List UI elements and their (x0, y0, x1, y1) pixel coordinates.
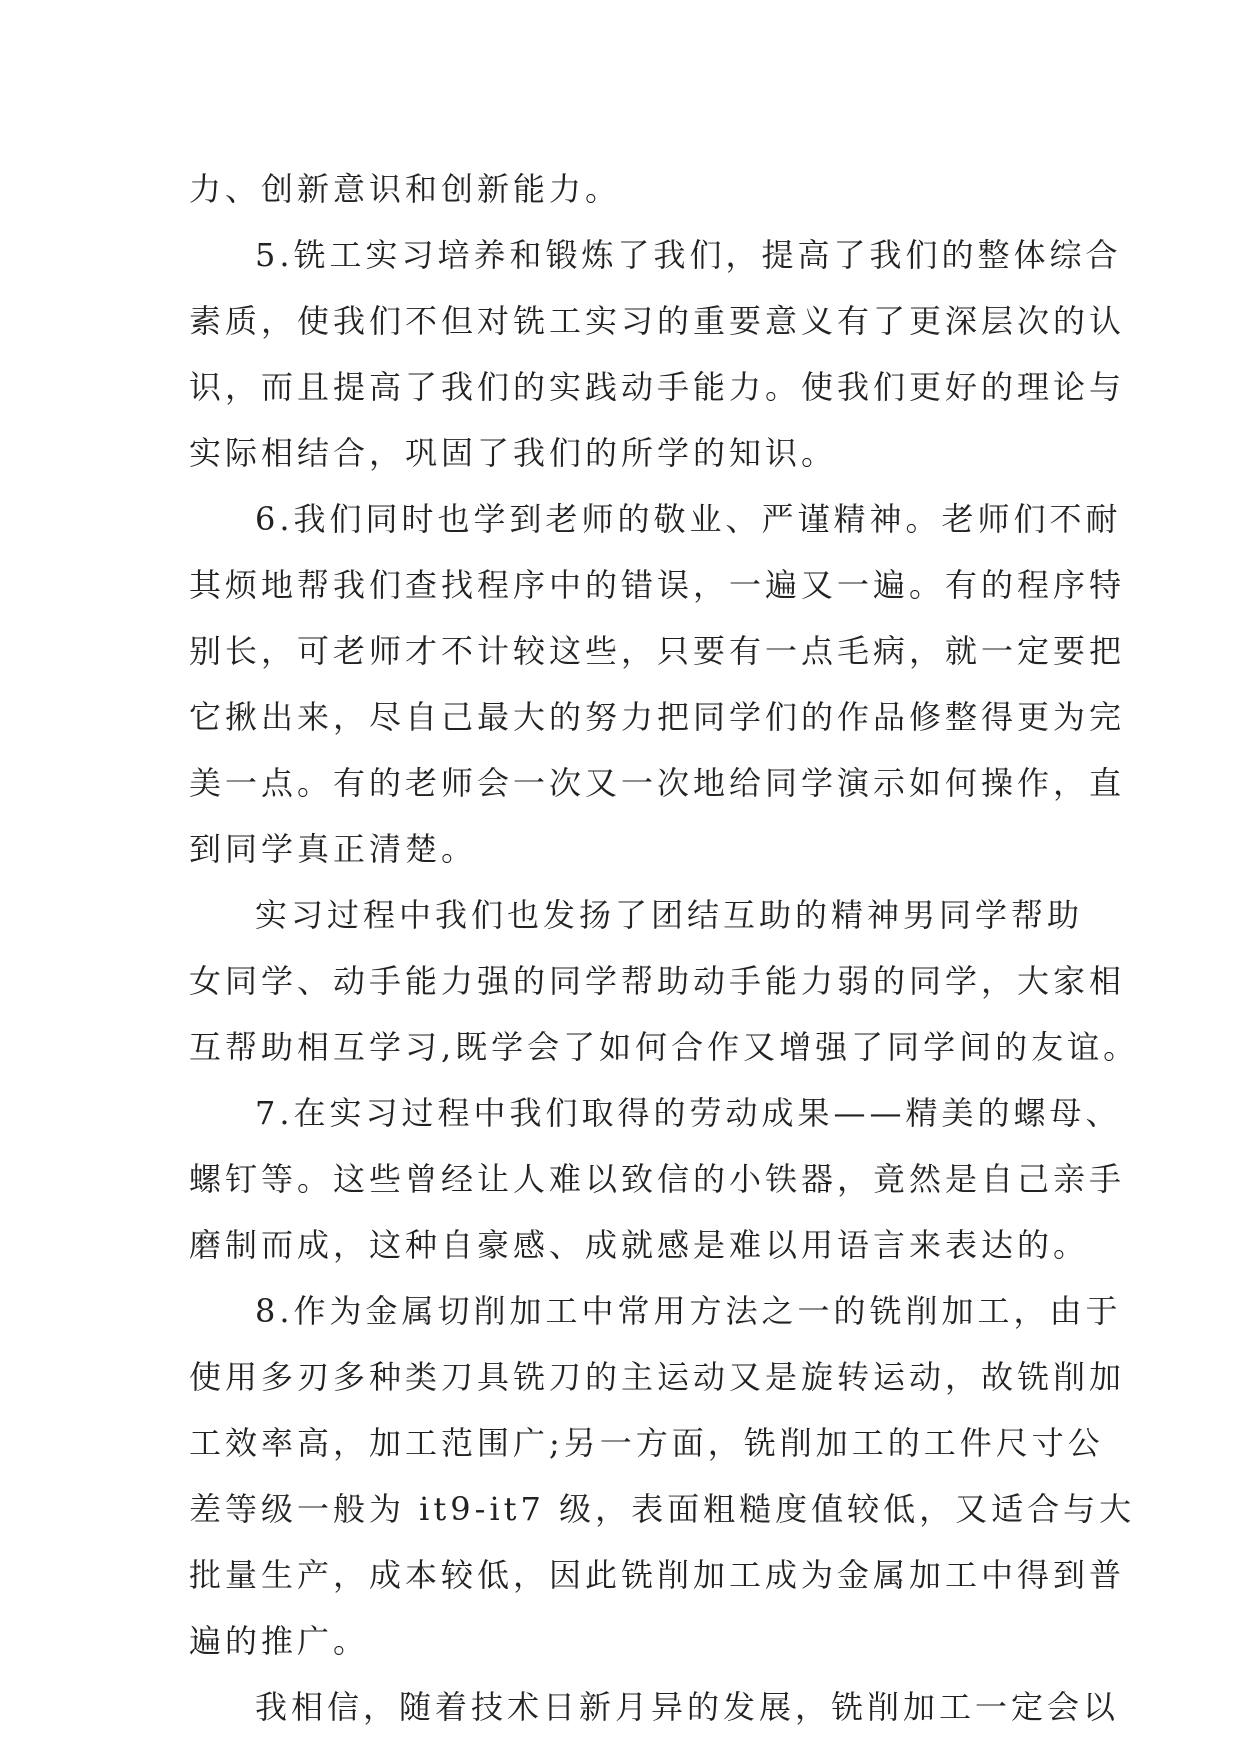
text-line: 5.铣工实习培养和锻炼了我们，提高了我们的整体综合 (255, 236, 1122, 274)
text-line: 到同学真正清楚。 (189, 830, 478, 868)
text-line: 素质，使我们不但对铣工实习的重要意义有了更深层次的认 (189, 302, 1126, 340)
text-line: 其烦地帮我们查找程序中的错误，一遍又一遍。有的程序特 (189, 566, 1126, 604)
text-line: 磨制而成，这种自豪感、成就感是难以用语言来表达的。 (189, 1226, 1090, 1264)
text-line: 它揪出来，尽自己最大的努力把同学们的作品修整得更为完 (189, 698, 1126, 736)
text-line: 螺钉等。这些曾经让人难以致信的小铁器，竟然是自己亲手 (189, 1160, 1126, 1198)
text-line: 差等级一般为 it9-it7 级，表面粗糙度值较低，又适合与大 (189, 1490, 1136, 1528)
text-line: 工效率高，加工范围广;另一方面，铣削加工的工件尺寸公 (189, 1424, 1104, 1462)
text-line: 力、创新意识和创新能力。 (189, 170, 622, 208)
text-line: 互帮助相互学习,既学会了如何合作又增强了同学间的友谊。 (189, 1028, 1140, 1066)
text-line: 美一点。有的老师会一次又一次地给同学演示如何操作，直 (189, 764, 1126, 802)
text-line: 识，而且提高了我们的实践动手能力。使我们更好的理论与 (189, 368, 1126, 406)
text-line: 7.在实习过程中我们取得的劳动成果——精美的螺母、 (255, 1094, 1122, 1132)
text-line: 遍的推广。 (189, 1622, 370, 1660)
text-line: 8.作为金属切削加工中常用方法之一的铣削加工，由于 (255, 1292, 1122, 1330)
body-text (189, 156, 1189, 1740)
text-line: 别长，可老师才不计较这些，只要有一点毛病，就一定要把 (189, 632, 1126, 670)
text-line: 批量生产，成本较低，因此铣削加工成为金属加工中得到普 (189, 1556, 1126, 1594)
text-line: 实习过程中我们也发扬了团结互助的精神男同学帮助 (255, 896, 1084, 934)
text-line: 女同学、动手能力强的同学帮助动手能力弱的同学，大家相 (189, 962, 1126, 1000)
text-line: 我相信，随着技术日新月异的发展，铣削加工一定会以 (255, 1688, 1120, 1726)
text-line: 使用多刃多种类刀具铣刀的主运动又是旋转运动，故铣削加 (189, 1358, 1126, 1396)
text-line: 6.我们同时也学到老师的敬业、严谨精神。老师们不耐 (255, 500, 1122, 538)
text-line: 实际相结合，巩固了我们的所学的知识。 (189, 434, 838, 472)
